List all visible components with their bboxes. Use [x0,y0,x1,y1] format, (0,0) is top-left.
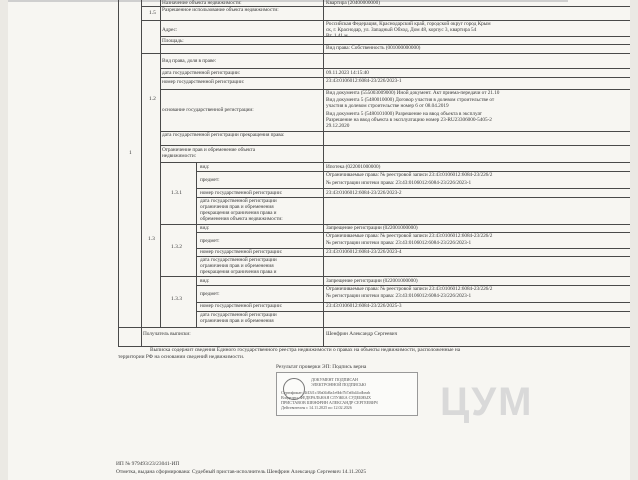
holder-value: Шенфрин Александр Сергеевич [326,331,398,337]
e3-term-1: ограничения прав и обременения [200,318,274,324]
encumbrance-header-1: Ограничение прав и обременение объекта [162,147,256,153]
e2-kind-label: вид: [200,225,210,231]
e2-term-1: ограничения прав и обременения [200,263,274,269]
stamp-line-1: ДОКУМЕНТ ПОДПИСАН [311,377,358,382]
e1-kind-label: вид: [200,164,210,170]
enforcement-number: ИП № 979493/23/23041-ИП [116,461,180,467]
e2-term-2: прекращения ограничения права и [200,269,277,275]
basis-line-5: Разрешение на ввод объекта в эксплуатацию номер 23-RU23306000-5405-2 [326,117,492,123]
e1-term-3: обременения объекта недвижимости: [200,216,283,222]
stamp-line-2: ЭЛЕКТРОННОЙ ПОДПИСЬЮ [311,382,367,387]
extract-table [8,0,630,346]
row-line [160,36,630,37]
e1-reg-label: номер государственной регистрации: [200,190,283,196]
e1-subject-label: предмет: [200,177,220,183]
e1-date-label: дата государственной регистрации [200,198,277,204]
right-type-label: Вид права, доля в праве: [162,58,217,64]
e2-subject-2: № регистрации ипотеки права: 23:43:0106012:6084-23/226/2023-1 [326,240,472,246]
e3-kind-value: Запрещение регистрации (022001000000) [326,278,418,284]
e1-kind-value: Ипотека (022001000000) [326,164,381,170]
e1-reg-value: 23:43:0106012:6084-23/226/2023-2 [326,190,402,196]
col-line-5 [323,0,324,346]
col-line-2 [141,0,142,346]
row-line [160,162,630,163]
basis-line-4: Вид документа 5 (5480101000) Разрешение на ввод объекта в эксплуат [326,111,482,117]
e1-term-1: ограничения прав и обременения [200,204,274,210]
permitted-use-label: Разрешенное использование объекта недвижимости: [162,7,279,13]
e1-subject-1: Ограничиваемые права: № реестровой записи 23:43:0106012:6084-23/226/2 [326,172,493,178]
e3-subject-label: предмет: [200,291,220,297]
reg-num-label: номер государственной регистрации: [162,79,245,85]
stamp-line-3: Сертификат: 4f43f1c38a04d6a1e6bb7b7a6b44cdbeab [281,390,371,395]
e3-kind-label: вид: [200,278,210,284]
address-label: Адрес: [162,27,178,33]
e2-reg-label: номер государственной регистрации: [200,249,283,255]
e1-subject-2: № регистрации ипотеки права: 23:43:0106012:6084-23/226/2023-1 [326,180,472,186]
e3-date-label: дата государственной регистрации [200,312,277,318]
e3-subject-2: № регистрации ипотеки права: 23:43:0106012:6084-23/226/2023-1 [326,293,472,299]
row-line [160,68,630,69]
encumbrance-3-number: 1.3.3 [171,296,182,302]
e2-reg-value: 23:43:0106012:6084-23/226/2023-4 [326,249,402,255]
basis-label: основание государственной регистрации: [162,107,254,113]
extract-note-line-1: Выписка содержит сведения Единого государственного реестра недвижимости о правах на объекты недвижимости, расположенные на [150,347,461,353]
section-1-3: 1.3 [148,236,155,242]
e2-subject-label: предмет: [200,238,220,244]
encumbrance-1-number: 1.3.1 [171,190,182,196]
row-line [141,53,630,54]
reg-date-label: дата государственной регистрации: [162,70,241,76]
row-line [160,276,630,277]
e3-subject-1: Ограничиваемые права: № реестровой записи 23:43:0106012:6084-23/226/2 [326,286,493,292]
e2-subject-1: Ограничиваемые права: № реестровой записи 23:43:0106012:6084-23/226/2 [326,233,493,239]
address-line-1: Российская Федерация, Краснодарский край, городской округ город Крым [326,21,491,27]
electronic-signature-stamp [276,372,418,416]
row-line [160,145,630,146]
termination-label: дата государственной регистрации прекращения права: [162,132,285,138]
e2-kind-value: Запрещение регистрации (022001000000) [326,225,418,231]
purpose-value: Квартира (20400000000) [326,0,380,6]
basis-line-3: участия в долевом строительстве номер 6 от 08.04.2019 [326,103,449,109]
address-line-2: ск, г. Краснодар, ул. Западный Обход, Дом 48, корпус 3, квартира 54 [326,27,477,33]
holder-label: Получатель выписки: [143,331,191,337]
reg-num-value: 23:43:0106012:6084-23/226/2023-1 [326,78,402,84]
stamp-line-6: Действителен с 14.11.2025 по 12.02.2026 [281,405,352,410]
stamp-line-5: ПРИСТАВОВ ШЕНФРИН АЛЕКСАНДР СЕРГЕЕВИЧ [281,400,378,405]
row-line [118,327,630,328]
section-1: 1 [129,150,132,156]
col-line-1 [118,0,119,346]
extract-note-line-2: территории РФ на основании сведений недвижимости. [118,354,245,360]
e3-reg-value: 23:43:0106012:6084-23/226/2025-3 [326,303,402,309]
basis-line-2: Вид документа 5 (5480010000) Договор участия в долевом строительстве от [326,97,495,103]
area-label: Площадь: [162,38,184,44]
signature-check-result: Результат проверки ЭП: Подпись верна [276,364,367,370]
row-line [196,188,630,189]
issuer-mark: Отметка, выдана сформирована: Судебный пристав-исполнитель Шенфрин Александр Сергеевич 14.11.2025 [116,469,367,475]
address-line-3: Вт. 1.41.м [326,33,348,39]
area-value: Вид права: Собственность (001000000000) [326,45,421,51]
stamp-line-4: Владелец: ФЕДЕРАЛЬНАЯ СЛУЖБА СУДЕБНЫХ [281,395,371,400]
reg-date-value: 09.11.2023 14:15:40 [326,70,369,76]
encumbrance-2-number: 1.3.2 [171,244,182,250]
col-line-3 [160,0,161,328]
e1-term-2: прекращения ограничения права и [200,210,277,216]
basis-line-1: Вид документа (555003009000) Иной документ. Акт приема-передачи от 21.10 [326,90,500,96]
purpose-label: Назначение объекта недвижимости: [162,0,242,6]
encumbrance-header-2: недвижимости: [162,153,197,159]
basis-line-6: 29.12.2020 [326,123,350,129]
watermark: ЦУМ [440,380,534,424]
e3-reg-label: номер государственной регистрации: [200,303,283,309]
section-1-5: 1.5 [149,10,156,16]
document-page [8,0,630,480]
section-1-2: 1.2 [149,96,156,102]
e2-date-label: дата государственной регистрации [200,257,277,263]
